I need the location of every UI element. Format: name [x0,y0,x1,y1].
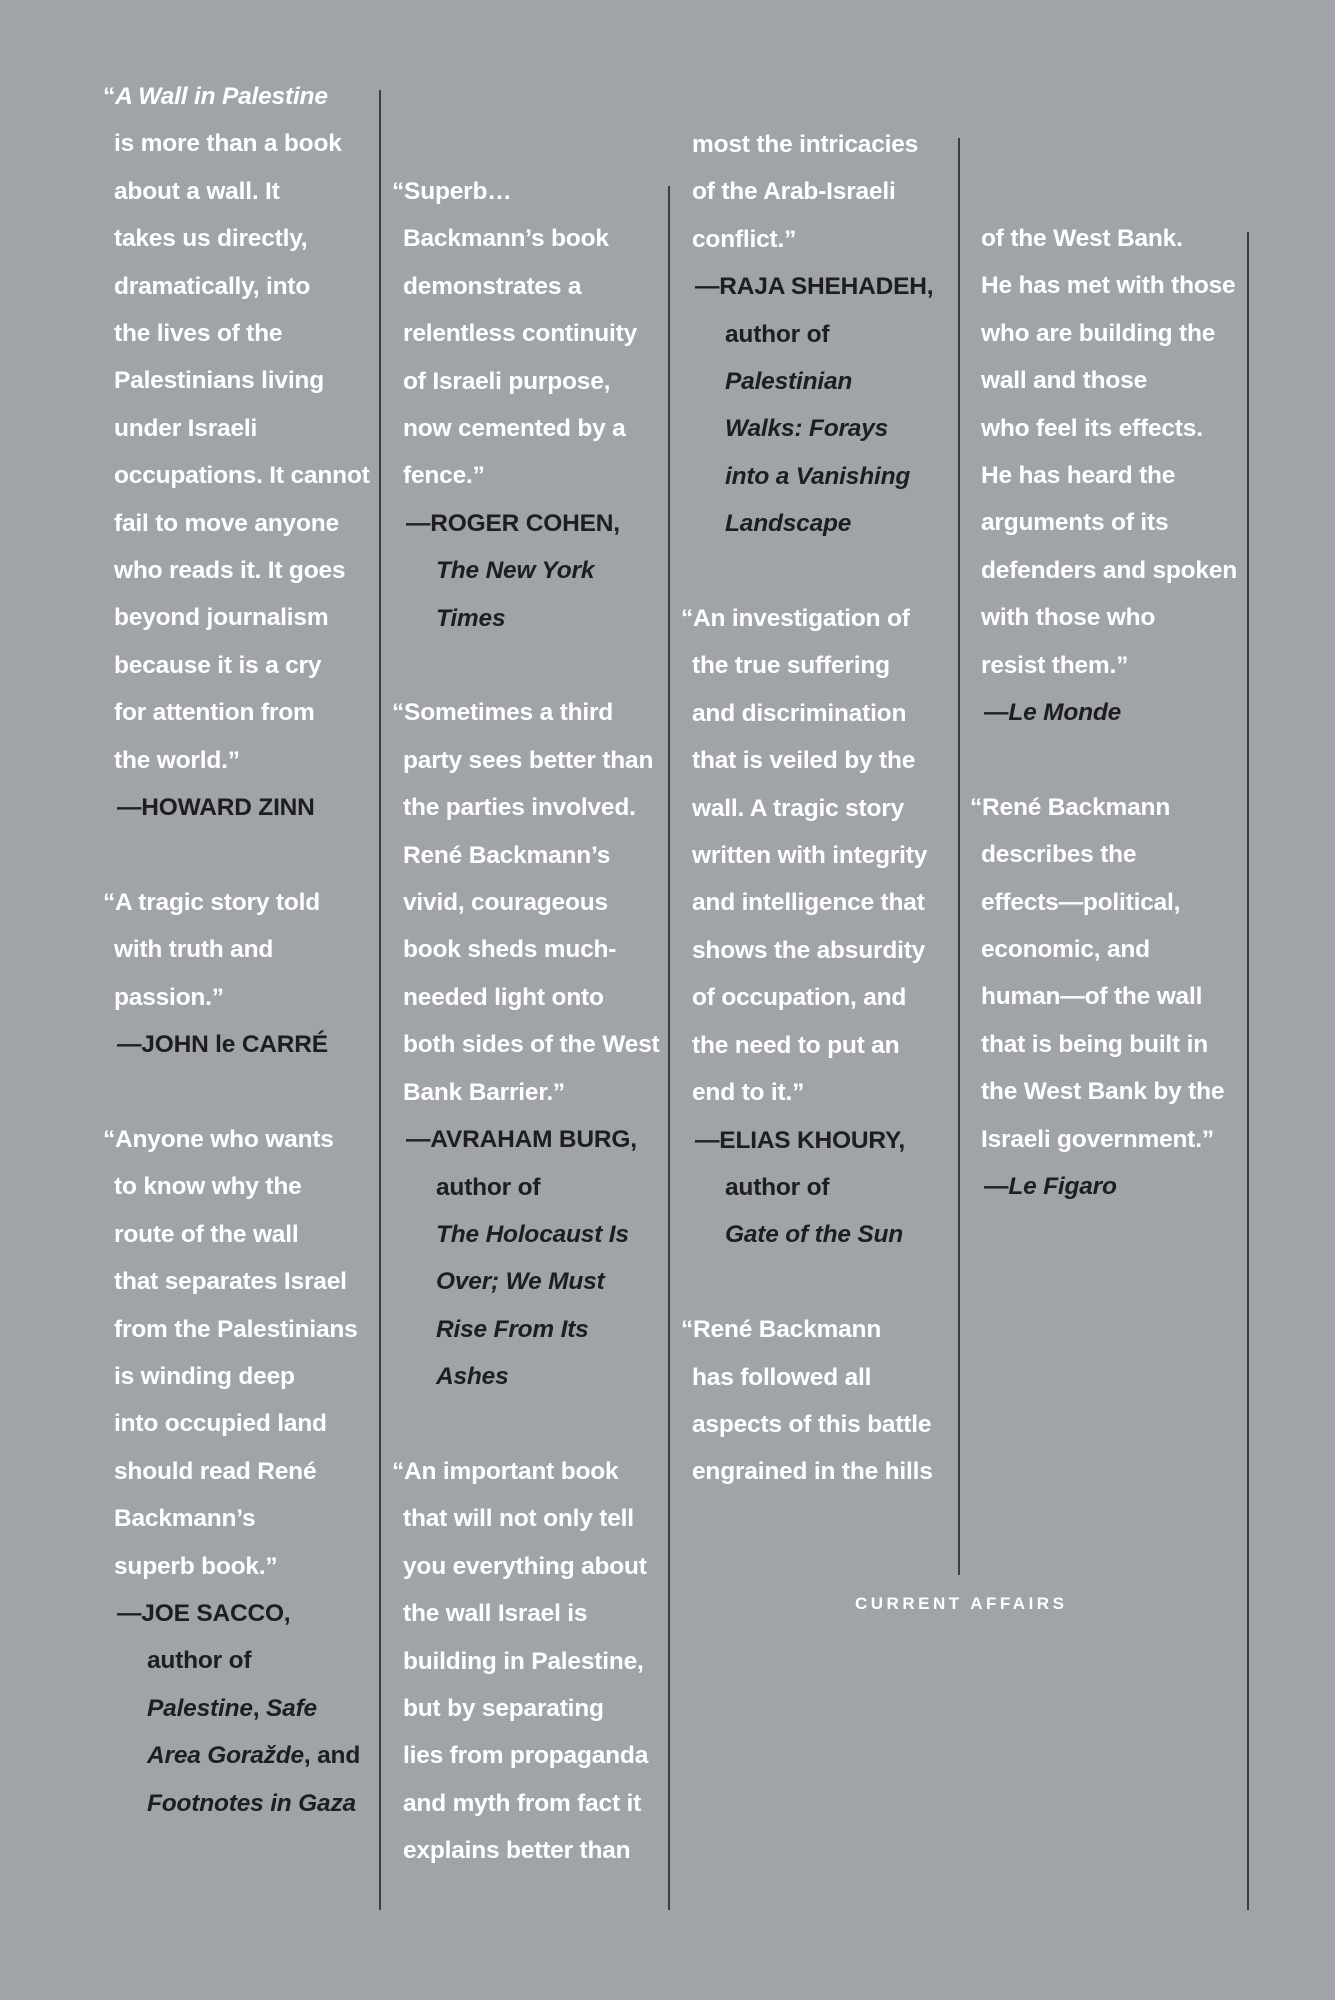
quote-line: end to it.” [692,1079,805,1107]
column-4 [970,215,1237,1211]
attribution-role: author of [725,320,830,348]
quote-line: of the West Bank. [981,225,1183,252]
quote-roger-cohen [392,168,660,500]
quote-line: dramatically, into [114,272,311,300]
quote-line: who reads it. It goes [114,557,346,585]
book-title: Landscape [725,510,852,538]
book-title: The Holocaust Is [436,1220,629,1248]
quote-line: building in Palestine, [403,1647,644,1675]
quote-line: “A Wall in Palestine [103,83,328,110]
attribution-elias-khoury [681,1117,933,1259]
quote-line: Backmann’s book [403,225,609,253]
quote-le-monde [970,215,1237,689]
quote-line: that separates Israel [114,1268,347,1296]
quote-line: is winding deep [114,1362,295,1390]
quote-line: He has met with those [981,272,1236,300]
attribution-name: —ROGER COHEN, [406,509,620,537]
attribution-name: —JOHN le CARRÉ [117,1031,328,1059]
quote-line: “Anyone who wants [103,1125,334,1153]
column-rule-2 [668,186,670,1910]
quote-line: into occupied land [114,1410,327,1438]
attribution-role: author of [436,1173,541,1201]
quote-line: written with integrity [692,842,928,870]
quote-line: “René Backmann [681,1316,882,1344]
quote-line: defenders and spoken [981,556,1238,584]
quote-line: that is being built in [981,1030,1208,1058]
attribution-howard-zinn [103,784,370,831]
quote-line: from the Palestinians [114,1315,358,1343]
quote-line: Israeli government.” [981,1125,1214,1153]
quote-line: human—of the wall [981,983,1203,1011]
quote-line: of the Arab-Israeli [692,178,896,206]
quote-line: Palestinians living [114,367,324,395]
book-title: Ashes [436,1363,509,1391]
quote-line: route of the wall [114,1220,299,1248]
column-rule-1 [379,90,381,1910]
quote-line: fail to move anyone [114,509,339,537]
quote-line: describes the [981,841,1137,869]
quote-line: economic, and [981,936,1150,964]
quote-important-book [392,1448,660,1875]
quote-line: “An important book [392,1457,619,1485]
quote-line: about a wall. It [114,177,280,205]
attribution-le-figaro [970,1163,1237,1210]
quote-line: shows the absurdity [692,936,926,964]
publication-title: The New York [436,557,595,585]
quote-line: He has heard the [981,462,1176,490]
quote-line: effects—political, [981,888,1181,916]
quote-line: passion.” [114,983,224,1011]
quote-line: book sheds much- [403,936,617,964]
quote-line: the lives of the [114,320,283,348]
quote-line: should read René [114,1457,317,1485]
quote-line: the need to put an [692,1031,900,1059]
book-title: Rise From Its [436,1315,589,1343]
quote-line: now cemented by a [403,415,626,443]
quote-line: but by separating [403,1694,604,1722]
quote-line: with those who [981,604,1156,632]
quote-line: “Superb… [392,178,512,205]
attribution-name: —JOE SACCO, [117,1599,291,1627]
quote-line: under Israeli [114,414,258,442]
attribution-role: author of [725,1173,830,1201]
attribution-raja-shehadeh [681,263,933,547]
quote-line: for attention from [114,699,315,727]
column-rule-3 [958,138,960,1575]
quote-line: the West Bank by the [981,1078,1225,1106]
quote-line: “An investigation of [681,605,910,633]
quote-avraham-burg [392,689,660,1116]
column-1 [103,73,370,1827]
column-3 [681,121,933,1496]
quote-line: party sees better than [403,746,654,774]
quote-line: of occupation, and [692,984,907,1012]
quote-line: and intelligence that [692,889,925,917]
quote-line: because it is a cry [114,651,322,679]
attribution-name: —RAJA SHEHADEH, [695,273,934,301]
attribution-name: —AVRAHAM BURG, [406,1126,637,1154]
quote-line: explains better than [403,1837,631,1865]
quote-line: beyond journalism [114,604,329,632]
quote-line: you everything about [403,1552,647,1580]
quote-line: “René Backmann [970,793,1171,821]
book-title: Gate of the Sun [725,1221,904,1249]
quote-line: aspects of this battle [692,1410,932,1438]
quote-line: Bank Barrier.” [403,1078,565,1106]
quote-line: superb book.” [114,1552,278,1580]
quote-line: wall and those [981,367,1148,395]
quote-line: René Backmann’s [403,841,611,869]
quote-line: resist them.” [981,651,1129,679]
quote-line: the parties involved. [403,794,636,822]
book-titles-line: Area Goražde, and [147,1742,361,1770]
quote-rene-backmann-followed [681,1306,933,1496]
quote-le-figaro [970,784,1237,1163]
quote-line: to know why the [114,1173,302,1201]
attribution-le-monde [970,689,1237,736]
attribution-name: —Le Monde [984,699,1122,727]
attribution-john-le-carre [103,1021,370,1068]
quote-line: takes us directly, [114,225,308,253]
column-2 [392,168,660,1875]
quote-elias-khoury [681,595,933,1116]
quote-line: relentless continuity [403,320,638,348]
column-rule-4 [1247,232,1249,1910]
quote-line: fence.” [403,462,485,490]
quote-line: and discrimination [692,699,907,727]
attribution-name: —ELIAS KHOURY, [695,1126,906,1154]
quote-line: who feel its effects. [981,414,1203,442]
quote-line: both sides of the West [403,1031,660,1059]
attribution-name: —HOWARD ZINN [117,794,315,822]
quote-line: with truth and [114,936,274,964]
book-title: into a Vanishing [725,462,911,490]
quote-line: conflict.” [692,225,797,253]
quote-line: “A tragic story told [103,888,320,916]
book-title: Palestinian [725,368,853,396]
quote-line: and myth from fact it [403,1789,642,1817]
book-title: Walks: Forays [725,415,889,443]
attribution-joe-sacco [103,1590,370,1827]
quote-line: the true suffering [692,652,890,680]
quote-line: is more than a book [114,130,342,158]
quote-line: that will not only tell [403,1505,634,1533]
attribution-name: —Le Figaro [984,1173,1117,1201]
quote-line: vivid, courageous [403,889,608,917]
quote-line: engrained in the hills [692,1458,933,1486]
quote-line: “Sometimes a third [392,699,614,727]
attribution-role: author of [147,1647,252,1675]
quote-line: wall. A tragic story [692,794,905,822]
publication-title: Times [436,604,506,632]
quote-line: has followed all [692,1363,872,1391]
quote-line: most the intricacies [692,131,919,158]
quote-line: the wall Israel is [403,1600,588,1628]
quote-line: arguments of its [981,509,1169,537]
attribution-avraham-burg [392,1116,660,1400]
book-title: Footnotes in Gaza [147,1789,356,1817]
quote-line: who are building the [981,319,1216,347]
quote-line: of Israeli purpose, [403,367,611,395]
quote-continuation [681,121,933,263]
attribution-roger-cohen [392,500,660,642]
quote-joe-sacco [103,1116,370,1590]
quote-line: Backmann’s [114,1505,256,1533]
quote-line: needed light onto [403,983,604,1011]
quote-line: lies from propaganda [403,1742,649,1770]
book-titles-line: Palestine, Safe [147,1694,317,1722]
quote-howard-zinn [103,73,370,784]
quote-line: the world.” [114,746,240,774]
quote-john-le-carre [103,879,370,1021]
book-title: Over; We Must [436,1268,605,1296]
quote-line: that is veiled by the [692,747,916,775]
quote-line: occupations. It cannot [114,462,370,490]
category-label: CURRENT AFFAIRS [855,1594,1068,1613]
quote-line: demonstrates a [403,272,582,300]
